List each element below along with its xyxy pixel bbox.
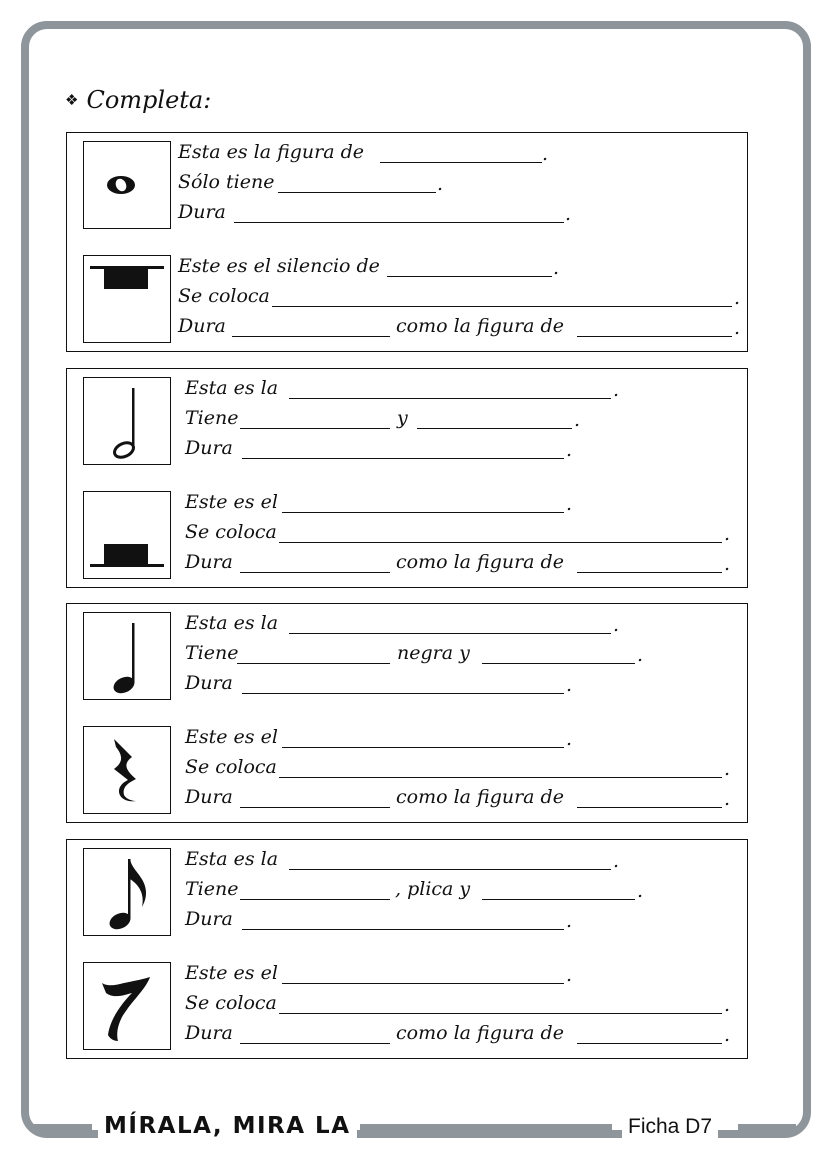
b3-bottom-l2: Se coloca [185, 756, 277, 778]
b1-top-l3: Dura [178, 201, 226, 223]
instruction-text: Completa: [86, 86, 212, 114]
b4-bottom-l1: Este es el [185, 962, 278, 984]
footer-bar-middle [360, 1124, 612, 1132]
exercise-block-eighth: Esta es la . Tiene , plica y . Dura . Este es el . Se coloca . Dura como la figura de . [66, 839, 748, 1059]
quarter-note-icon [83, 612, 171, 700]
answer-field[interactable] [289, 613, 611, 634]
b4-top-l2a: Tiene [185, 878, 239, 900]
b3-bottom-l3b: como la figura de [396, 786, 564, 808]
footer-title: MÍRALA, MIRA LA [98, 1113, 357, 1139]
answer-field[interactable] [272, 286, 732, 307]
b4-top-l3: Dura [185, 908, 233, 930]
footer-ficha: Ficha D7 [622, 1115, 718, 1139]
whole-note-icon [83, 141, 171, 229]
answer-field[interactable] [482, 643, 635, 664]
b2-bottom-l1: Este es el [185, 491, 278, 513]
b2-bottom-l3b: como la figura de [396, 551, 564, 573]
answer-field[interactable] [242, 909, 564, 930]
answer-field[interactable] [240, 879, 390, 900]
half-note-icon [83, 377, 171, 465]
answer-field[interactable] [279, 522, 722, 543]
answer-field[interactable] [380, 142, 542, 163]
b1-bottom-l3a: Dura [178, 315, 226, 337]
b3-top-l2b: negra y [397, 642, 470, 664]
footer-bar-left [30, 1124, 92, 1132]
b3-top-l1: Esta es la [185, 612, 279, 634]
answer-field[interactable] [279, 993, 722, 1014]
answer-field[interactable] [240, 1023, 390, 1044]
eighth-note-icon [83, 848, 171, 936]
answer-field[interactable] [417, 408, 572, 429]
answer-field[interactable] [240, 552, 390, 573]
bullet-icon: ❖ [65, 91, 79, 109]
answer-field[interactable] [242, 673, 564, 694]
b3-bottom-l3a: Dura [185, 786, 233, 808]
answer-field[interactable] [289, 849, 611, 870]
eighth-rest-icon [83, 962, 171, 1050]
answer-field[interactable] [240, 787, 390, 808]
answer-field[interactable] [242, 438, 564, 459]
b4-top-l1: Esta es la [185, 848, 279, 870]
b2-top-l3: Dura [185, 437, 233, 459]
b2-top-l2b: y [397, 407, 408, 429]
b4-bottom-l2: Se coloca [185, 992, 277, 1014]
b3-top-l3: Dura [185, 672, 233, 694]
answer-field[interactable] [577, 787, 722, 808]
answer-field[interactable] [482, 879, 635, 900]
answer-field[interactable] [240, 408, 390, 429]
answer-field[interactable] [234, 202, 564, 223]
answer-field[interactable] [278, 172, 436, 193]
answer-field[interactable] [387, 256, 552, 277]
answer-field[interactable] [289, 378, 611, 399]
exercise-block-whole: Esta es la figura de . Sólo tiene . Dura . Este es el silencio de . Se coloca . Dura como la figura de . [66, 132, 748, 352]
answer-field[interactable] [577, 316, 732, 337]
b2-top-l1: Esta es la [185, 377, 279, 399]
answer-field[interactable] [237, 643, 390, 664]
b3-bottom-l1: Este es el [185, 726, 278, 748]
instruction [65, 86, 211, 114]
b2-bottom-l3a: Dura [185, 551, 233, 573]
answer-field[interactable] [232, 316, 390, 337]
b4-top-l2b: , plica y [395, 878, 471, 900]
b4-bottom-l3a: Dura [185, 1022, 233, 1044]
b1-bottom-l2: Se coloca [178, 285, 270, 307]
answer-field[interactable] [279, 757, 722, 778]
footer-bar-right [738, 1124, 796, 1132]
half-rest-icon [83, 491, 171, 579]
b2-top-l2a: Tiene [185, 407, 239, 429]
b4-bottom-l3b: como la figura de [396, 1022, 564, 1044]
b1-top-l1: Esta es la figura de [178, 141, 365, 163]
whole-rest-icon [83, 255, 171, 343]
exercise-block-quarter: Esta es la . Tiene negra y . Dura . Este es el . Se coloca . Dura como la figura de . [66, 603, 748, 823]
exercise-block-half: Esta es la . Tiene y . Dura . Este es el . Se coloca . Dura como la figura de . [66, 368, 748, 588]
answer-field[interactable] [577, 552, 722, 573]
answer-field[interactable] [282, 963, 564, 984]
b1-top-l2: Sólo tiene [178, 171, 275, 193]
b1-bottom-l1: Este es el silencio de [178, 255, 380, 277]
answer-field[interactable] [282, 727, 564, 748]
b1-bottom-l3b: como la figura de [396, 315, 564, 337]
answer-field[interactable] [577, 1023, 722, 1044]
answer-field[interactable] [282, 492, 564, 513]
b3-top-l2a: Tiene [185, 642, 239, 664]
quarter-rest-icon [83, 726, 171, 814]
b2-bottom-l2: Se coloca [185, 521, 277, 543]
